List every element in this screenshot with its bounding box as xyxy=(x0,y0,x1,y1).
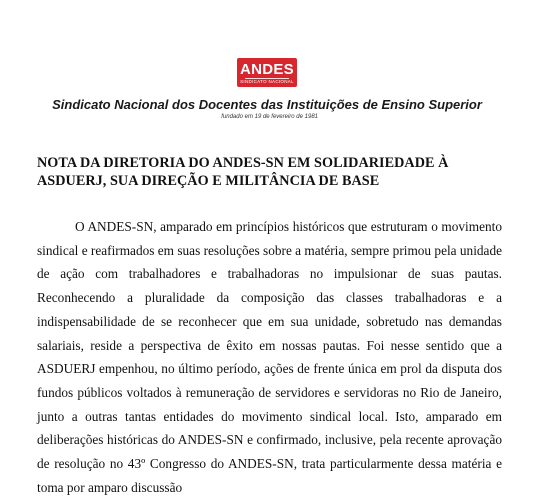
logo-name: ANDES xyxy=(239,61,294,78)
founded-date: fundado em 19 de fevereiro de 1981 xyxy=(221,114,318,120)
body-paragraph: O ANDES-SN, amparado em princípios históricos que estruturam o movimento sindical e reafirmados em suas resoluções sobre a matéria, sempre primou pela unidade de ação com trabalhadores e trabalhadoras no impulsionar de suas pautas. Reconhecendo a pluralidade da composição das classes trabalhadoras e a indispensabilidade de se reconhecer que em sua unidade, sobretudo nas demandas salariais, reside a perspectiva de êxito em nossas pautas. Foi nesse sentido que a ASDUERJ empenhou, no último período, ações de frente única em prol da disputa dos fundos públicos voltados à remuneração de servidores e servidoras no Rio de Janeiro, junto a outras tantas entidades do movimento sindical local. Isto, amparado em deliberações históricas do ANDES-SN e confirmado, inclusive, pela recente aprovação de resolução no 43º Congresso do ANDES-SN, trata particularmente dessa matéria e toma por amparo discussão xyxy=(37,219,502,495)
andes-logo xyxy=(237,58,297,87)
logo-subtitle: SINDICATO NACIONAL xyxy=(240,79,294,84)
organization-name: Sindicato Nacional dos Docentes das Instituições de Ensino Superior xyxy=(52,97,482,112)
letterhead xyxy=(0,58,534,88)
logo-divider xyxy=(245,78,289,79)
document-title: NOTA DA DIRETORIA DO ANDES-SN EM SOLIDARIEDADE À ASDUERJ, SUA DIREÇÃO E MILITÂNCIA DE BASE xyxy=(37,155,449,189)
